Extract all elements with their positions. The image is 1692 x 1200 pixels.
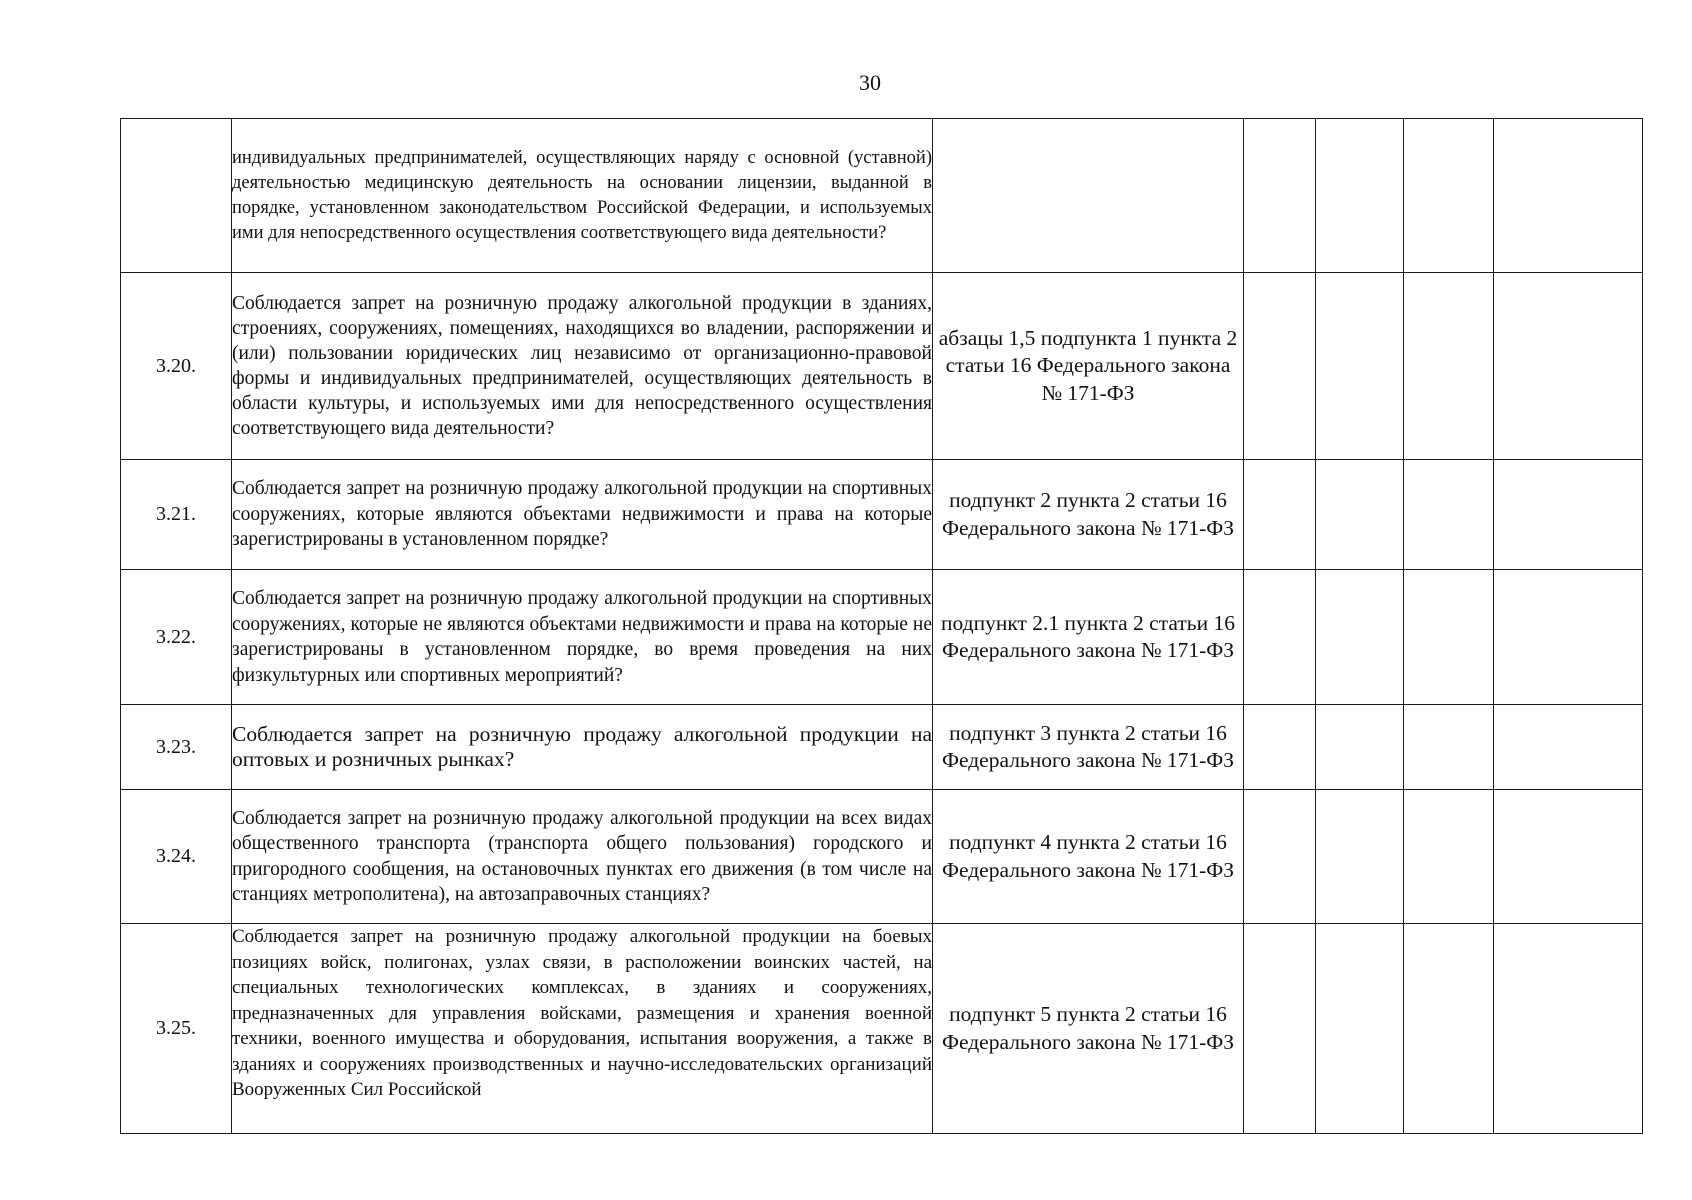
- question-text: Соблюдается запрет на розничную продажу алкогольной продукции на всех видах общественного транспорта (транспорта общего пользования) городского и пригородного сообщения, на остановочных пунктах его движения (в том числе на станциях метрополитена), на автозаправочных станциях?: [232, 790, 933, 924]
- question-text: Соблюдается запрет на розничную продажу алкогольной продукции на спортивных сооружениях, которые не являются объектами недвижимости и права на которые не зарегистрированы в установленном порядке, во время проведения на них физкультурных или спортивных мероприятий?: [232, 570, 933, 705]
- question-text: Соблюдается запрет на розничную продажу алкогольной продукции на спортивных сооружениях, которые являются объектами недвижимости и права на которые зарегистрированы в установленном порядке?: [232, 460, 933, 570]
- answer-yes-cell: [1244, 460, 1316, 570]
- answer-na-cell: [1404, 460, 1494, 570]
- row-number: 3.21.: [121, 460, 232, 570]
- answer-no-cell: [1316, 705, 1404, 790]
- note-cell: [1494, 119, 1643, 273]
- row-number: 3.23.: [121, 705, 232, 790]
- legal-reference: подпункт 5 пункта 2 статьи 16 Федерального закона № 171-ФЗ: [933, 924, 1244, 1134]
- row-number: 3.25.: [121, 924, 232, 1134]
- answer-no-cell: [1316, 570, 1404, 705]
- answer-na-cell: [1404, 119, 1494, 273]
- answer-no-cell: [1316, 924, 1404, 1134]
- table-row: [121, 119, 1643, 273]
- answer-no-cell: [1316, 460, 1404, 570]
- answer-no-cell: [1316, 119, 1404, 273]
- legal-reference: подпункт 2 пункта 2 статьи 16 Федерального закона № 171-ФЗ: [933, 460, 1244, 570]
- note-cell: [1494, 705, 1643, 790]
- answer-na-cell: [1404, 570, 1494, 705]
- row-number: [121, 119, 232, 273]
- answer-na-cell: [1404, 705, 1494, 790]
- table-row: [121, 924, 1643, 1134]
- page-number: 30: [859, 70, 881, 95]
- note-cell: [1494, 570, 1643, 705]
- table-row: [121, 570, 1643, 705]
- legal-reference: подпункт 4 пункта 2 статьи 16 Федерального закона № 171-ФЗ: [933, 790, 1244, 924]
- answer-yes-cell: [1244, 570, 1316, 705]
- question-text: Соблюдается запрет на розничную продажу алкогольной продукции на боевых позициях войск, полигонах, узлах связи, в расположении воинских частей, на специальных технологических комплексах, в зданиях и сооружениях, предназначенных для управления войсками, размещения и хранения военной техники, военного имущества и оборудования, испытания вооружения, а также в зданиях и сооружениях производственных и научно-исследовательских организаций Вооруженных Сил Российской: [232, 924, 933, 1134]
- answer-yes-cell: [1244, 790, 1316, 924]
- row-number: 3.20.: [121, 273, 232, 460]
- table-row: [121, 790, 1643, 924]
- note-cell: [1494, 924, 1643, 1134]
- note-cell: [1494, 790, 1643, 924]
- answer-no-cell: [1316, 790, 1404, 924]
- answer-yes-cell: [1244, 273, 1316, 460]
- legal-reference: подпункт 2.1 пункта 2 статьи 16 Федерального закона № 171-ФЗ: [933, 570, 1244, 705]
- legal-reference: абзацы 1,5 подпункта 1 пункта 2 статьи 16 Федерального закона № 171-ФЗ: [933, 273, 1244, 460]
- table-row: [121, 705, 1643, 790]
- answer-na-cell: [1404, 924, 1494, 1134]
- question-text: Соблюдается запрет на розничную продажу алкогольной продукции на оптовых и розничных рынках?: [232, 705, 933, 790]
- answer-na-cell: [1404, 273, 1494, 460]
- question-text: индивидуальных предпринимателей, осуществляющих наряду с основной (уставной) деятельностью медицинскую деятельность на основании лицензии, выданной в порядке, установленном законодательством Российской Федерации, и используемых ими для непосредственного осуществления соответствующего вида деятельности?: [232, 119, 933, 273]
- table-row: [121, 460, 1643, 570]
- table-row: [121, 273, 1643, 460]
- row-number: 3.24.: [121, 790, 232, 924]
- legal-reference: подпункт 3 пункта 2 статьи 16 Федерального закона № 171-ФЗ: [933, 705, 1244, 790]
- answer-na-cell: [1404, 790, 1494, 924]
- answer-yes-cell: [1244, 924, 1316, 1134]
- note-cell: [1494, 460, 1643, 570]
- legal-reference: [933, 119, 1244, 273]
- note-cell: [1494, 273, 1643, 460]
- row-number: 3.22.: [121, 570, 232, 705]
- answer-yes-cell: [1244, 119, 1316, 273]
- checklist-table: [120, 118, 1643, 1134]
- answer-no-cell: [1316, 273, 1404, 460]
- question-text: Соблюдается запрет на розничную продажу алкогольной продукции в зданиях, строениях, сооружениях, помещениях, находящихся во владении, распоряжении и (или) пользовании юридических лиц независимо от организационно-правовой формы и индивидуальных предпринимателей, осуществляющих деятельность в области культуры, и используемых ими для непосредственного осуществления соответствующего вида деятельности?: [232, 273, 933, 460]
- answer-yes-cell: [1244, 705, 1316, 790]
